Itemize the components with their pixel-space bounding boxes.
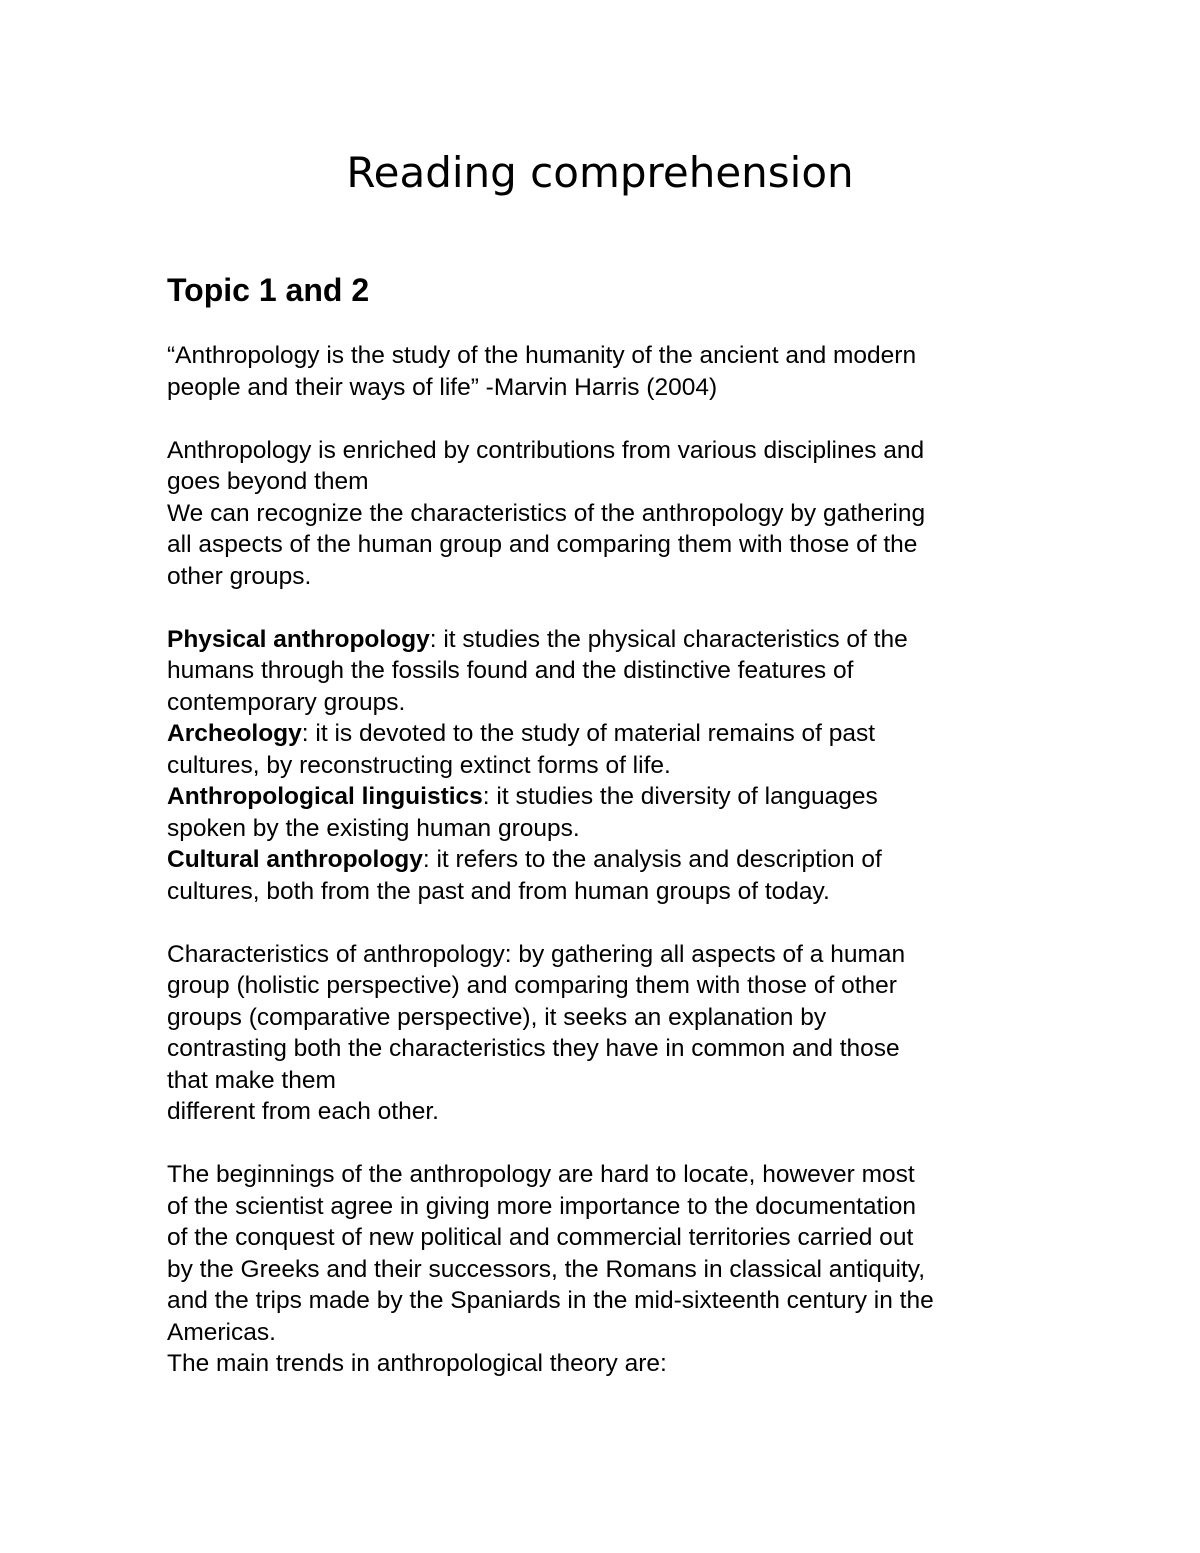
branch-line: spoken by the existing human groups. <box>167 814 580 842</box>
branch-term: Archeology <box>167 720 302 747</box>
branch-cultural <box>167 844 1047 907</box>
branch-line: humans through the fossils found and the distinctive features of <box>167 657 854 684</box>
beginnings-paragraph <box>167 1159 1047 1380</box>
characteristics-line: that make them <box>167 1066 336 1094</box>
characteristics-line: group (holistic perspective) and comparing them with those of other <box>167 972 897 999</box>
intro-paragraph <box>167 435 1047 593</box>
beginnings-line: of the scientist agree in giving more importance to the documentation <box>167 1192 917 1220</box>
beginnings-line: The beginnings of the anthropology are hard to locate, however most <box>167 1161 915 1188</box>
document-title: Reading comprehension <box>346 148 854 197</box>
intro-line: We can recognize the characteristics of the anthropology by gathering <box>167 499 926 527</box>
characteristics-line: groups (comparative perspective), it seeks an explanation by <box>167 1003 827 1031</box>
branch-archeology <box>167 718 1047 781</box>
branch-line <box>167 718 1047 750</box>
intro-line: all aspects of the human group and comparing them with those of the <box>167 531 918 558</box>
quote-paragraph <box>167 340 1047 403</box>
beginnings-line: and the trips made by the Spaniards in the mid-sixteenth century in the <box>167 1287 934 1314</box>
quote-line: “Anthropology is the study of the humanity of the ancient and modern <box>167 342 917 369</box>
intro-line: Anthropology is enriched by contributions from various disciplines and <box>167 436 925 464</box>
branch-line: contemporary groups. <box>167 688 406 716</box>
branch-definition: : it studies the diversity of languages <box>482 783 878 810</box>
branch-term: Anthropological linguistics <box>167 783 483 810</box>
branch-line: cultures, both from the past and from human groups of today. <box>167 877 830 905</box>
branch-line <box>167 844 1047 876</box>
branch-linguistics <box>167 781 1047 844</box>
characteristics-paragraph <box>167 939 1047 1128</box>
beginnings-line: Americas. <box>167 1318 276 1346</box>
characteristics-line: different from each other. <box>167 1098 439 1125</box>
branch-line: cultures, by reconstructing extinct forms of life. <box>167 751 671 779</box>
branch-line <box>167 624 1047 656</box>
intro-line: goes beyond them <box>167 468 369 495</box>
branch-term: Physical anthropology <box>167 625 430 653</box>
intro-line: other groups. <box>167 562 312 590</box>
beginnings-line: of the conquest of new political and commercial territories carried out <box>167 1224 914 1251</box>
beginnings-line: by the Greeks and their successors, the Romans in classical antiquity, <box>167 1255 926 1283</box>
theory-trends-intro: The main trends in anthropological theory are: <box>167 1350 667 1377</box>
document-body <box>167 340 1047 1380</box>
branch-definition: : it is devoted to the study of material remains of past <box>301 720 876 747</box>
branch-definition: : it refers to the analysis and description of <box>422 846 882 873</box>
branch-term: Cultural anthropology <box>167 846 423 873</box>
branch-line <box>167 781 1047 813</box>
characteristics-line: Characteristics of anthropology: by gathering all aspects of a human <box>167 940 906 968</box>
section-heading: Topic 1 and 2 <box>167 272 370 308</box>
characteristics-line: contrasting both the characteristics they have in common and those <box>167 1035 900 1062</box>
quote-line: people and their ways of life” -Marvin Harris (2004) <box>167 373 718 401</box>
branch-physical <box>167 624 1047 719</box>
branches-list <box>167 624 1047 908</box>
branch-definition: : it studies the physical characteristics of the <box>429 625 908 653</box>
